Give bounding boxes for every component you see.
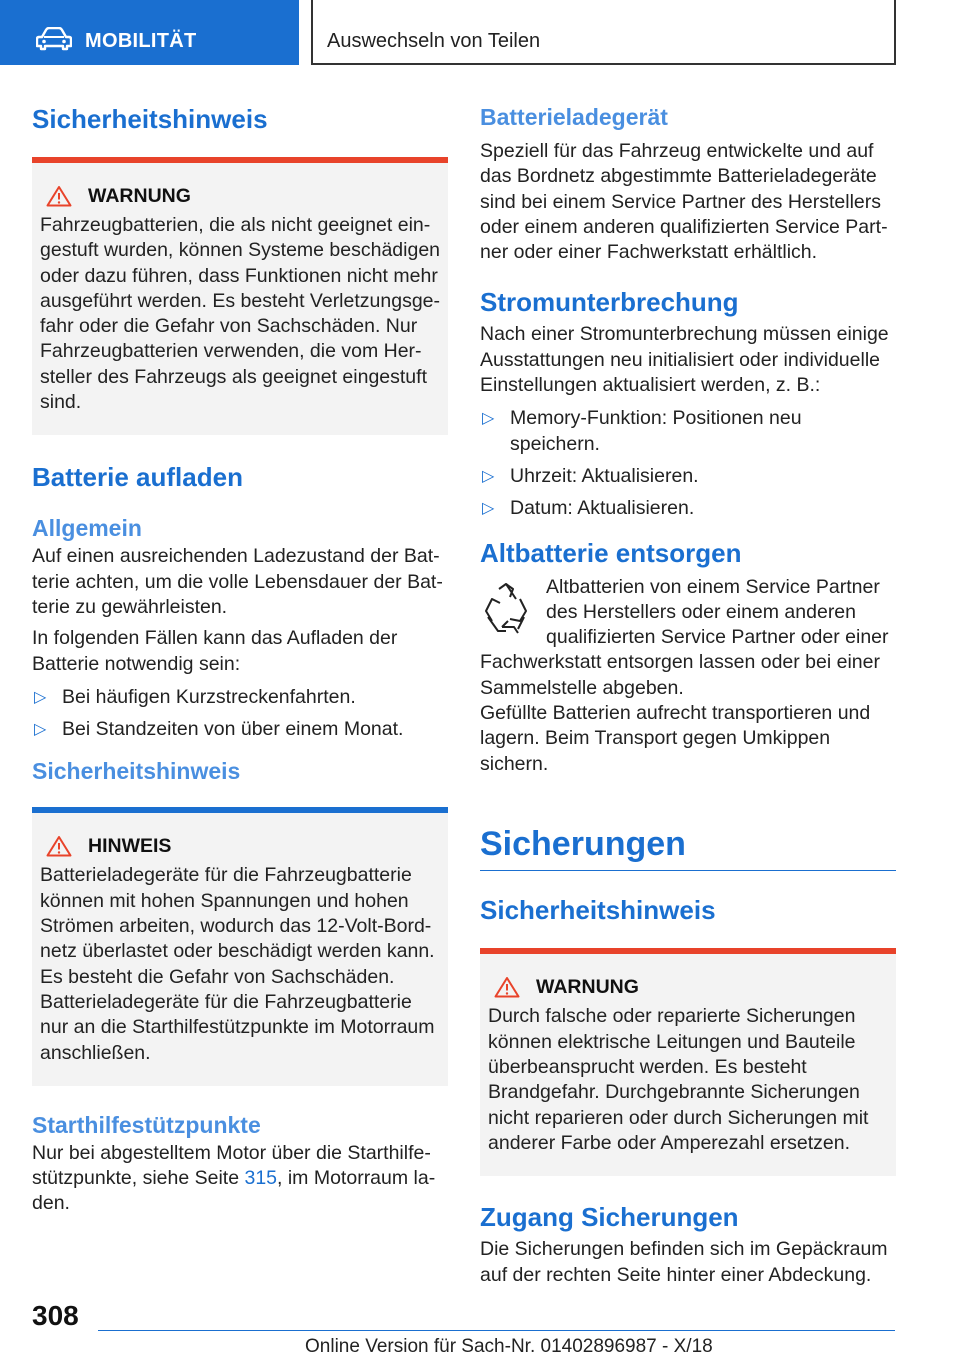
car-icon — [36, 27, 72, 51]
heading-power-interruption: Stromunterbrechung — [480, 287, 739, 318]
paragraph-dispose-2: Gefüllte Batterien aufrecht transportieren und lagern. Beim Transport gegen Umkippen sichern. — [480, 702, 871, 775]
note-box — [32, 813, 448, 1085]
triangle-bullet-icon: ▷ — [34, 688, 47, 706]
warning-triangle-icon — [46, 835, 72, 857]
recycle-icon — [480, 581, 532, 637]
triangle-bullet-icon: ▷ — [482, 467, 495, 485]
dispose-block — [480, 575, 896, 701]
section-tab — [0, 0, 299, 65]
warning-title: WARNUNG — [536, 975, 639, 998]
paragraph-general-1: Auf einen ausreichenden Ladezustand der Batterie achten, um die volle Lebensdauer der Batterie zu gewährleisten. — [32, 545, 443, 618]
heading-safety: Sicherheitshinweis — [32, 104, 268, 134]
triangle-bullet-icon: ▷ — [34, 721, 47, 739]
paragraph-charger: Speziell für das Fahrzeug entwickelte und auf das Bordnetz abgestimmte Batterieladegeräte sind bei einem Service Partner des Herstellers oder einem anderen qualifizierten Service Partner oder einer Fachwerkstatt erhältlich. — [480, 140, 888, 264]
warning-text: Durch falsche oder reparierte Sicherungen können elektrische Leitungen und Bauteile überbeansprucht werden. Es besteht Brandgefahr. Durchgebrannte Sicherungen nicht reparieren oder durch Sicherungen mit anderer Farbe oder Amperezahl ersetzen. — [488, 1005, 869, 1154]
footer-text: Online Version für Sach-Nr. 01402896987 - X/18 — [305, 1336, 713, 1357]
charge-list — [32, 685, 448, 743]
paragraph-power: Nach einer Stromunterbrechung müssen einige Ausstattungen neu initialisiert oder individuelle Einstellungen aktualisiert werden, z. B.: — [480, 323, 889, 397]
note-text: Batterieladegeräte für die Fahrzeugbatterie können mit hohen Spannungen und hohen Strömen arbeiten, wodurch das 12-Volt-Bordnetz überlastet oder beschädigt werden kann. Es besteht die Gefahr von Sachschäden. Batterieladegeräte für die Fahrzeugbatterie nur an die Starthilfestützpunkte im Motorraum anschließen. — [40, 864, 435, 1064]
chapter-tab — [311, 0, 896, 65]
footer-line — [98, 1330, 895, 1331]
paragraph-jump-start: Nur bei abgestelltem Motor über die Starthilfestützpunkte, siehe Seite 315, im Motorraum laden. — [32, 1141, 436, 1215]
power-list — [480, 406, 896, 521]
left-column — [32, 100, 448, 1217]
fuses-underline — [480, 870, 896, 872]
section-title: MOBILITÄT — [85, 30, 197, 52]
warning-title-row — [46, 183, 440, 209]
heading-safety-2: Sicherheitshinweis — [32, 758, 241, 785]
warning-text: Fahrzeugbatterien, die als nicht geeignet eingestuft wurden, können Systeme beschädigen oder dazu führen, dass Funktionen nicht mehr ausgeführt werden. Es besteht Verletzungsgefahr oder die Gefahr von Sachschäden. Nur Fahrzeugbatterien verwenden, die vom Hersteller des Fahrzeugs als geeignet eingestuft sind. — [40, 214, 441, 414]
warning-triangle-icon — [494, 976, 520, 998]
heading-fuse-access: Zugang Sicherungen — [480, 1202, 739, 1233]
heading-fuses: Sicherungen — [480, 824, 686, 863]
right-column — [480, 100, 896, 1288]
list-item: ▷ Bei Standzeiten von über einem Monat. — [32, 717, 448, 742]
list-item: ▷ Memory-Funktion: Positionen neu speichern. — [482, 407, 802, 455]
page-link[interactable]: 315 — [244, 1167, 278, 1190]
warning-title-row — [494, 974, 888, 1000]
list-item: ▷ Bei häufigen Kurzstreckenfahrten. — [32, 685, 448, 710]
heading-general: Allgemein — [32, 515, 142, 542]
heading-charge: Batterie aufladen — [32, 462, 243, 493]
triangle-bullet-icon: ▷ — [482, 500, 495, 518]
list-item: ▷ Datum: Aktualisieren. — [480, 496, 896, 521]
note-title-row — [46, 833, 440, 859]
warning-triangle-icon — [46, 185, 72, 207]
note-title: HINWEIS — [88, 834, 172, 857]
paragraph-general-2: In folgenden Fällen kann das Aufladen der Batterie notwendig sein: — [32, 627, 398, 675]
heading-charger: Batterieladegerät — [480, 104, 668, 130]
paragraph-dispose-1: Altbatterien von einem Service Partner des Herstellers oder einem anderen qualifizierten Service Partner oder einer Fachwerkstatt entsorgen lassen oder bei einer Sammelstelle abgeben. — [480, 575, 889, 699]
warning-title: WARNUNG — [88, 184, 191, 207]
paragraph-fuse-access: Die Sicherungen befinden sich im Gepäckraum auf der rechten Seite hinter einer Abdeckung. — [480, 1238, 888, 1286]
heading-dispose: Altbatterie entsorgen — [480, 537, 742, 568]
chapter-title: Auswechseln von Teilen — [327, 30, 541, 52]
page-number: 308 — [32, 1300, 79, 1331]
heading-safety-3: Sicherheitshinweis — [480, 895, 716, 926]
triangle-bullet-icon: ▷ — [482, 410, 495, 428]
warning-box — [32, 163, 448, 435]
list-item: ▷ Uhrzeit: Aktualisieren. — [480, 464, 896, 489]
warning-box-fuses — [480, 954, 896, 1176]
heading-jump-start: Starthilfestützpunkte — [32, 1111, 261, 1138]
